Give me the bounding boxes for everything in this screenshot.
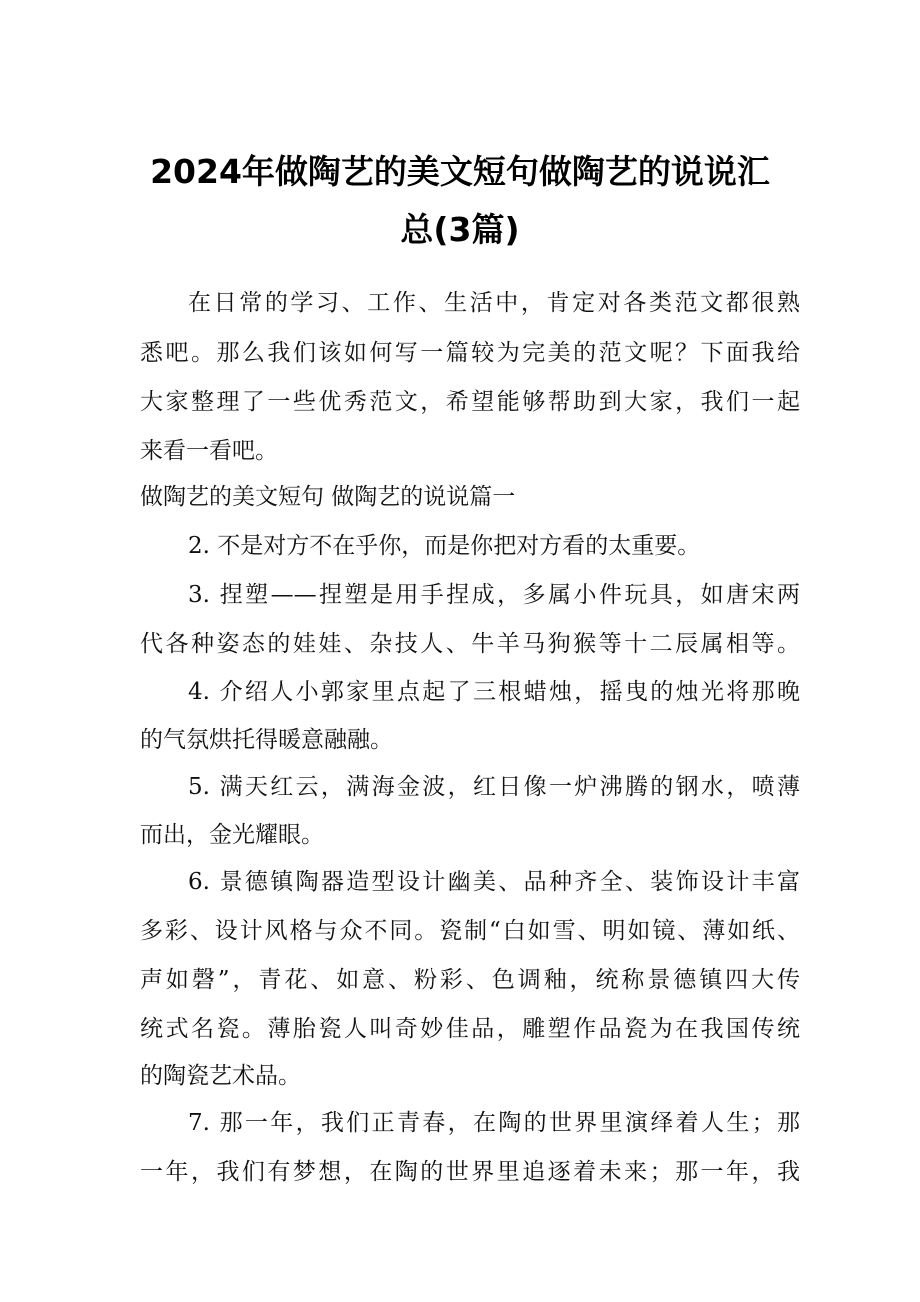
item-line: 5. 满天红云，满海金波，红日像一炉沸腾的钢水，喷薄 [188, 774, 800, 800]
intro-line: 悉吧。那么我们该如何写一篇较为完美的范文呢？下面我给 [140, 340, 800, 366]
section-heading: 做陶艺的美文短句 做陶艺的说说篇一 [140, 484, 516, 510]
item-line: 的气氛烘托得暖意融融。 [140, 727, 393, 753]
intro-line: 大家整理了一些优秀范文，希望能够帮助到大家，我们一起 [140, 389, 800, 415]
item-line: 多彩、设计风格与众不同。瓷制“白如雪、明如镜、薄如纸、 [140, 918, 800, 944]
item-line: 的陶瓷艺术品。 [140, 1063, 301, 1089]
intro-line: 在日常的学习、工作、生活中，肯定对各类范文都很熟 [188, 290, 800, 316]
item-line: 3. 捏塑——捏塑是用手捏成，多属小件玩具，如唐宋两 [188, 582, 800, 608]
item-line: 6. 景德镇陶器造型设计幽美、品种齐全、装饰设计丰富 [188, 869, 800, 895]
item-line: 7. 那一年，我们正青春，在陶的世界里演绎着人生；那 [188, 1110, 800, 1136]
document-title-line-1: 2024年做陶艺的美文短句做陶艺的说说汇 [150, 152, 770, 191]
item-line: 统式名瓷。薄胎瓷人叫奇妙佳品，雕塑作品瓷为在我国传统 [140, 1016, 800, 1042]
item-line: 声如磬”，青花、如意、粉彩、色调釉，统称景德镇四大传 [140, 967, 800, 993]
item-line: 而出，金光耀眼。 [140, 822, 324, 848]
item-line: 代各种姿态的娃娃、杂技人、牛羊马狗猴等十二辰属相等。 [140, 631, 800, 657]
intro-line: 来看一看吧。 [140, 438, 278, 464]
item-line: 4. 介绍人小郭家里点起了三根蜡烛，摇曳的烛光将那晚 [188, 679, 800, 705]
document-title-line-2: 总(3篇) [400, 210, 520, 249]
item-line: 2. 不是对方不在乎你，而是你把对方看的太重要。 [188, 533, 701, 559]
item-line: 一年，我们有梦想，在陶的世界里追逐着未来；那一年，我 [140, 1159, 800, 1185]
